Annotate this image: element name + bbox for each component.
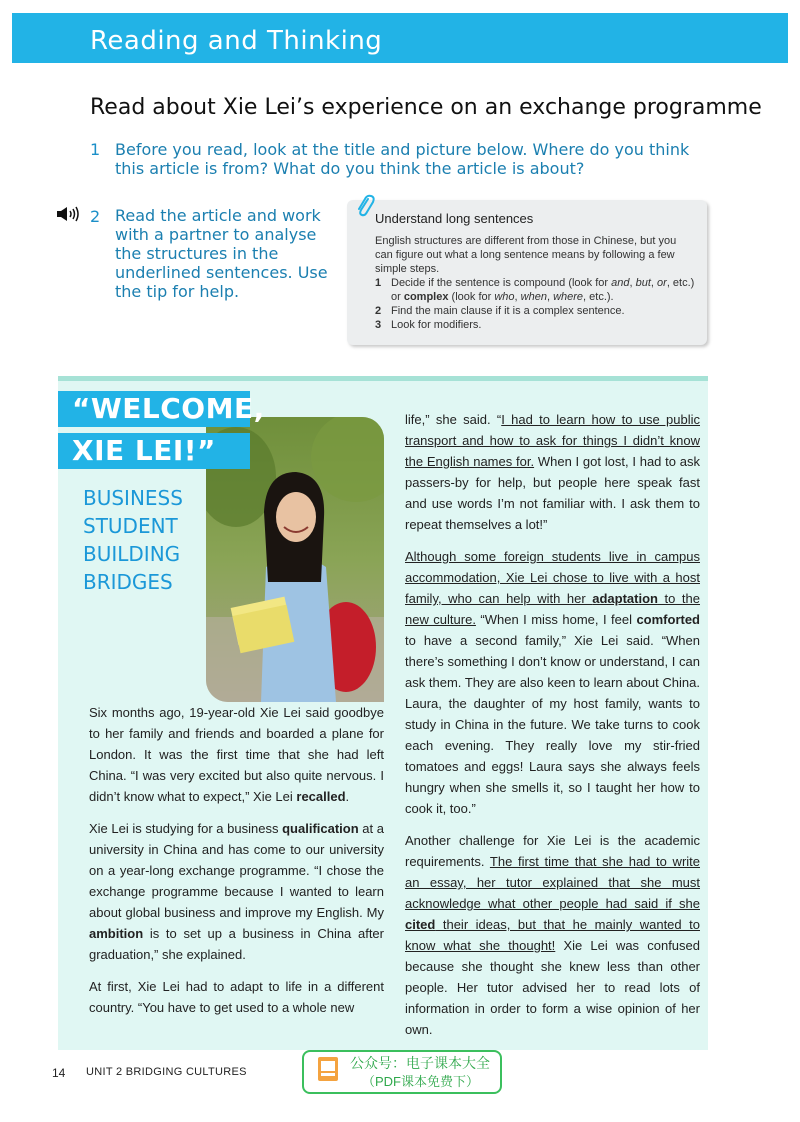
- article-subtitle: BUSINESS STUDENT BUILDING BRIDGES: [83, 486, 183, 594]
- page-title: Reading and Thinking: [90, 26, 383, 56]
- tip-step: 2 Find the main clause if it is a complex sentence.: [375, 305, 625, 317]
- article-top-border: [58, 376, 708, 381]
- tip-step: 1 Decide if the sentence is compound (look for and, but, or, etc.) or complex (look for who, when, where, etc.).: [375, 277, 695, 303]
- article-title-line-2: XIE LEI!”: [72, 434, 216, 467]
- promo-line-2: （PDF课本免费下）: [362, 1074, 480, 1089]
- book-logo-icon: [316, 1055, 340, 1085]
- tip-intro: English structures are different from those in Chinese, but you can figure out what a long sentence means by following a few simple steps.: [375, 235, 677, 275]
- section-subheading: Read about Xie Lei’s experience on an exchange programme: [90, 95, 762, 120]
- tip-step-number: 1: [375, 277, 382, 289]
- paperclip-icon: [355, 193, 375, 219]
- task-2-text: Read the article and work with a partner to analyse the structures in the underlined sentences. Use the tip for help.: [115, 206, 328, 301]
- task-2-number: 2: [90, 207, 101, 226]
- page-number: 14: [52, 1066, 66, 1080]
- tip-step: 3 Look for modifiers.: [375, 319, 482, 331]
- tip-steps: [375, 276, 695, 332]
- article-paragraph: Xie Lei is studying for a business qualification at a university in China and has come to our university on a year-long exchange programme. “I chose the exchange programme because I wanted to learn about global business and improve my English. My ambition is to set up a business in China after graduation,” she explained.: [89, 821, 385, 962]
- tip-step-number: 2: [375, 305, 382, 317]
- article-title-line-1: “WELCOME,: [72, 392, 265, 425]
- article-paragraph: Although some foreign students live in campus accommodation, Xie Lei chose to live with a host family, who can help with her adaptation to the new culture. “When I miss home, I feel comforted to have a second family,” Xie Lei said. “When there’s something I don’t know or understand, I can ask them. They are also keen to learn about China. Laura, the daughter of my host family, wants to study in China in the future. We take turns to cook each evening. They really love my stir-fried tomatoes and eggs! Laura says she always feels hungry when she smells it, so I taught her how to cook it, too.”: [405, 549, 700, 816]
- article-paragraph: Six months ago, 19-year-old Xie Lei said goodbye to her family and friends and boarded a plane for London. It was the first time that she had left China. “I was very excited but also quite nervous. I didn’t know what to expect,” Xie Lei recalled.: [89, 705, 384, 804]
- audio-speaker-icon[interactable]: [56, 206, 80, 222]
- article-paragraph: life,” she said. “I had to learn how to use public transport and how to ask for things I didn’t know the English names for. When I got lost, I had to ask passers-by for help, but people here speak fast and use words I’m not familiar with. I ask them to repeat themselves a lot!”: [405, 412, 700, 532]
- article-paragraph: Another challenge for Xie Lei is the academic requirements. The first time that she had to write an essay, her tutor explained that she must acknowledge what other people had said if she cited their ideas, but that he mainly wanted to know what she thought! Xie Lei was confused because she thought she knew less than other people. Her tutor advised her to read lots of information in order to form a wise opinion of her own.: [405, 833, 700, 1037]
- article-left-column: [89, 702, 384, 1029]
- task-1-number: 1: [90, 140, 101, 159]
- article-paragraph: At first, Xie Lei had to adapt to life in a different country. “You have to get used to a whole new: [89, 979, 384, 1015]
- unit-label: UNIT 2 BRIDGING CULTURES: [86, 1066, 247, 1078]
- task-1-text: Before you read, look at the title and picture below. Where do you think this article is from? What do you think the article is about?: [115, 140, 690, 178]
- article-right-column: [405, 409, 700, 1051]
- tip-title: Understand long sentences: [375, 211, 534, 226]
- tip-step-number: 3: [375, 319, 382, 331]
- promo-line-1: 公众号：电子课本大全: [350, 1055, 490, 1071]
